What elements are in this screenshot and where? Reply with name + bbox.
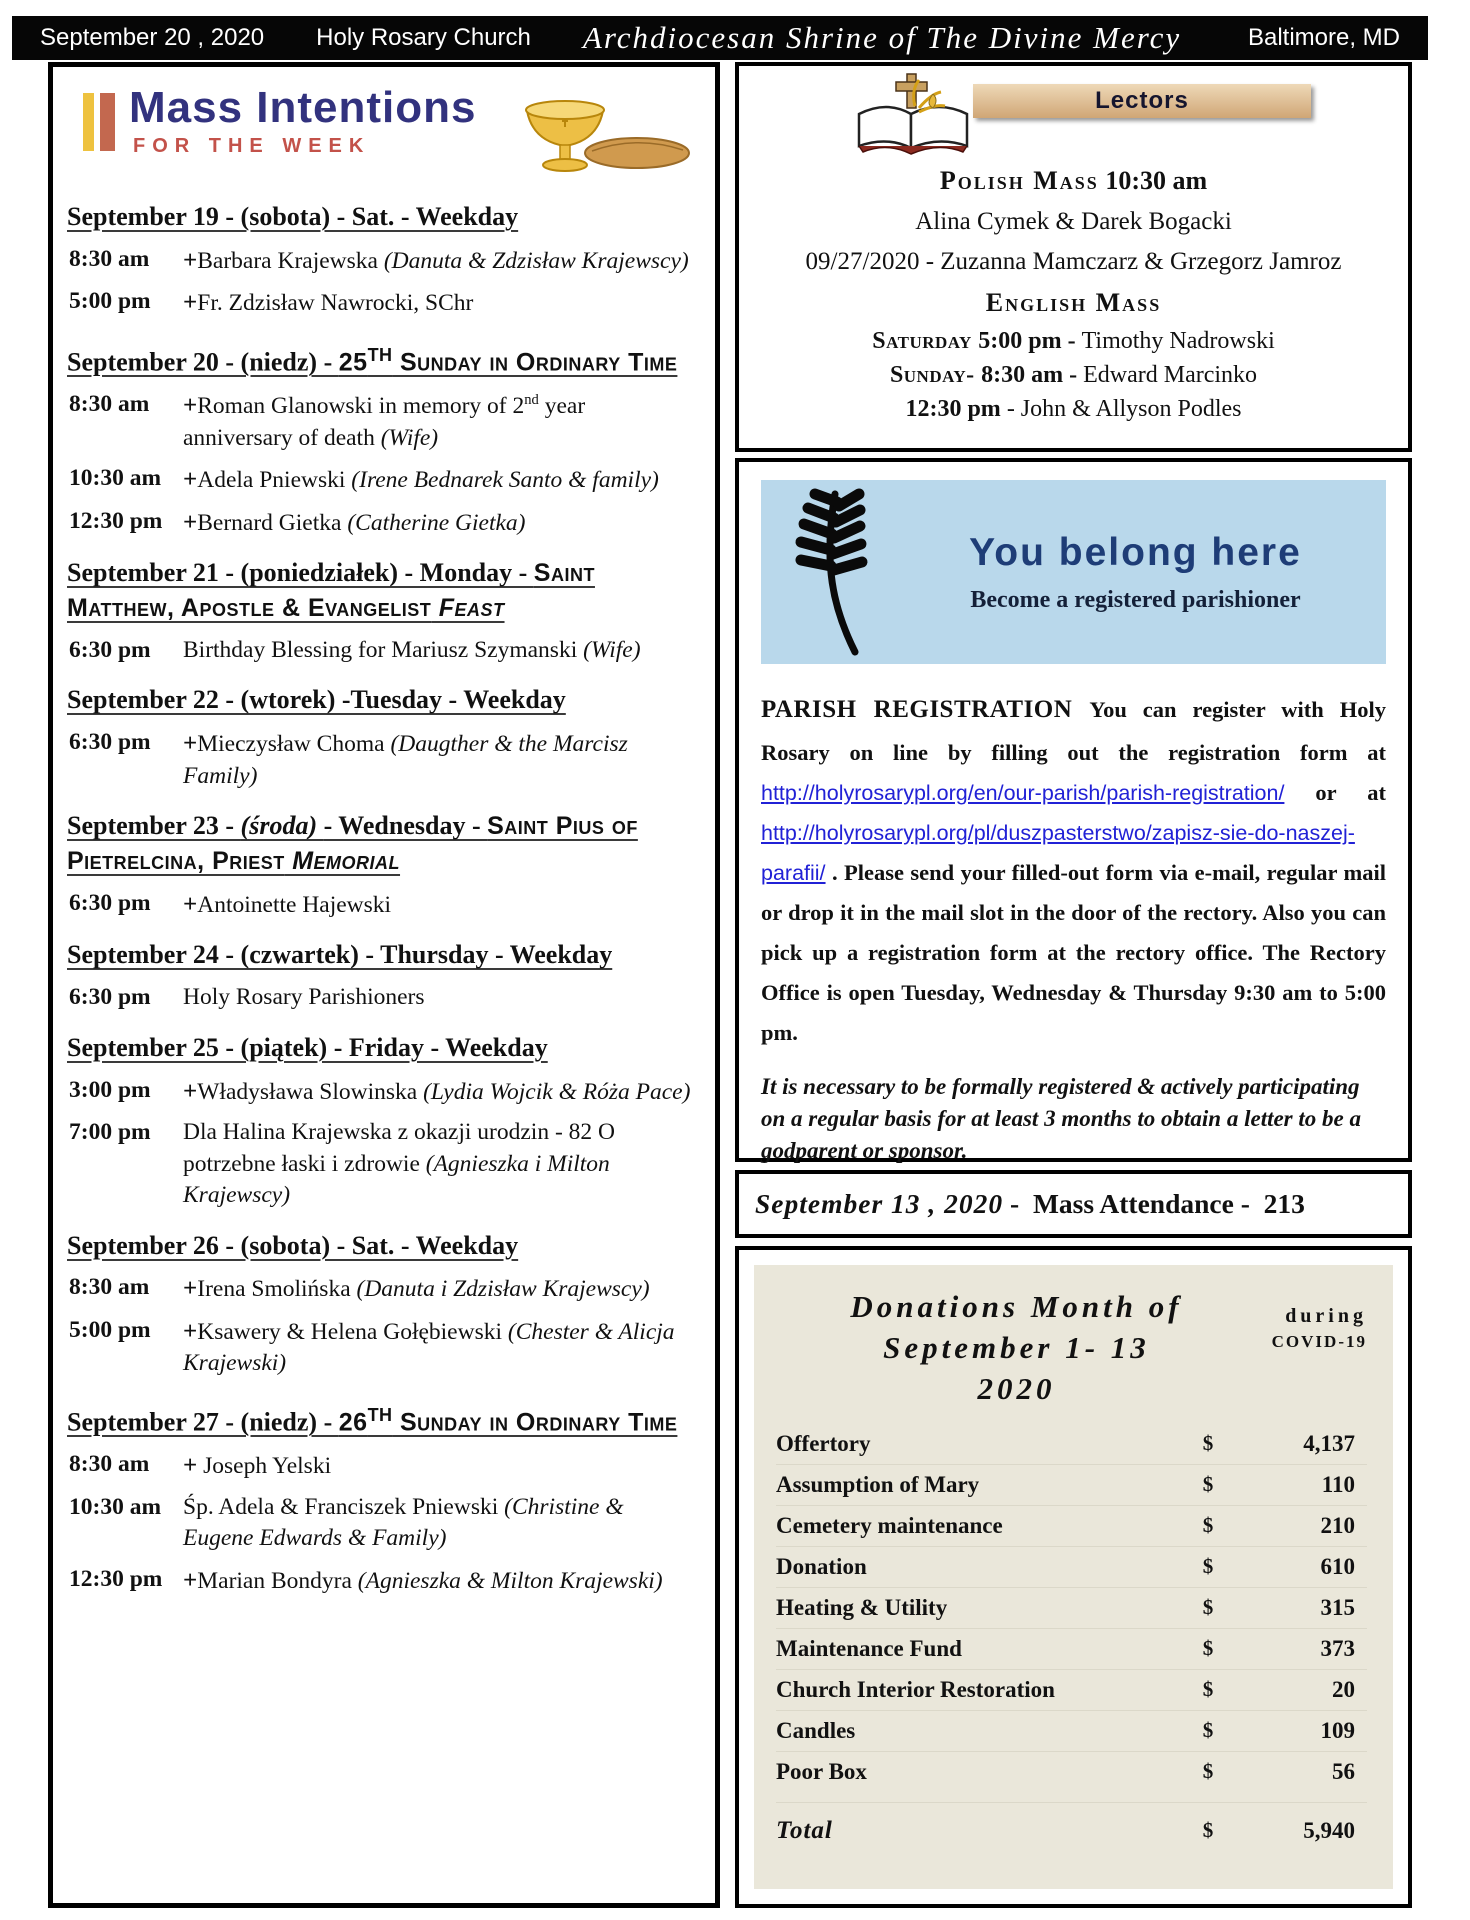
logo-red-bar: [100, 93, 115, 151]
text-segment: Saturday: [872, 328, 979, 354]
mass-intention-entry: [69, 982, 699, 1013]
day-section: [67, 1229, 699, 1380]
mass-intention-entry: [69, 1075, 699, 1109]
entry-time: 8:30 am: [69, 245, 150, 272]
entry-time: 8:30 am: [69, 1451, 150, 1478]
text-segment: Timothy Nadrowski: [1081, 328, 1275, 354]
entry-time: 6:30 pm: [69, 889, 151, 916]
covid-header-line1: during: [1285, 1305, 1367, 1327]
donation-amount: 373: [1320, 1635, 1355, 1661]
english-lectors-lines: [753, 328, 1394, 423]
text-segment: Feast: [431, 594, 505, 623]
text-segment: Saint Matthew, Apostle & Evangelist: [67, 559, 595, 623]
parish-registration-paragraph: [761, 688, 1386, 1053]
donations-title-line3: 2020: [977, 1370, 1056, 1406]
entry-intention: [183, 727, 699, 792]
entry-time: 10:30 am: [69, 1493, 162, 1520]
text-segment: September 24 - (czwartek) - Thursday - Weekday: [67, 940, 613, 970]
donation-row: [776, 1505, 1367, 1546]
donations-table: [754, 1265, 1393, 1889]
entry-intention: [183, 286, 699, 320]
text-segment: (Christine & Eugene Edwards & Family): [183, 1493, 624, 1552]
donation-label: Church Interior Restoration: [776, 1676, 1055, 1702]
entry-intention: [183, 888, 699, 922]
english-lector-line: [753, 362, 1394, 389]
text-segment: Roman Glanowski in memory of 2: [197, 393, 525, 420]
day-section: [67, 556, 699, 666]
text-segment: (Daugther & the Marcisz Family): [183, 731, 628, 789]
cross-marker: +: [183, 392, 198, 420]
mass-intentions-schedule: [67, 200, 699, 1597]
polish-mass-time: 10:30 am: [1105, 166, 1208, 195]
text-segment: September 20 - (niedz) -: [67, 347, 339, 377]
donation-label: Donation: [776, 1553, 867, 1579]
mass-intention-entry: [69, 286, 699, 320]
donation-row: [776, 1464, 1367, 1505]
donation-currency: $: [1202, 1472, 1214, 1497]
day-heading: [67, 337, 699, 380]
day-section: [67, 938, 699, 1013]
day-section: [67, 200, 699, 320]
text-segment: September 21 - (poniedziałek) - Monday -: [67, 558, 534, 588]
text-segment: Birthday Blessing for Mariusz Szymanski: [183, 636, 584, 663]
mass-intention-entry: [69, 1449, 699, 1483]
text-segment: - John & Allyson Podles: [1000, 396, 1242, 422]
english-lector-line: [753, 396, 1394, 423]
day-heading: [67, 809, 699, 879]
entry-time: 5:00 pm: [69, 288, 151, 315]
entry-time: 6:30 pm: [69, 729, 151, 756]
text-segment: Sunday in Ordinary Time: [392, 348, 678, 377]
text-segment: September 26 - (sobota) - Sat. - Weekday: [67, 1230, 519, 1260]
donation-currency: $: [1202, 1677, 1214, 1702]
registration-panel: [735, 458, 1412, 1162]
day-heading: [67, 683, 699, 718]
donations-title-line1: Donations Month of: [850, 1289, 1183, 1324]
entry-time: 5:00 pm: [69, 1316, 151, 1343]
day-heading: [67, 938, 699, 973]
text-segment: Fr. Zdzisław Nawrocki, SChr: [197, 290, 474, 317]
entry-time: 12:30 pm: [69, 1565, 163, 1592]
entry-intention: [183, 389, 699, 454]
text-segment: (Chester & Alicja Krajewski): [183, 1318, 675, 1377]
text-segment: September 27 - (niedz) -: [67, 1407, 339, 1437]
polish-mass-heading: [753, 166, 1394, 196]
donation-amount: 610: [1320, 1553, 1355, 1579]
text-segment: Śp. Adela & Franciszek Pniewski: [183, 1493, 505, 1520]
header-church-name: Holy Rosary Church: [316, 24, 531, 51]
attendance-date: September 13 , 2020: [755, 1188, 1004, 1219]
text-segment: Ksawery & Helena Gołębiewski: [197, 1318, 508, 1345]
text-segment: Bernard Gietka: [197, 509, 348, 536]
donation-label: Candles: [776, 1717, 856, 1743]
text-segment: or at: [1284, 779, 1386, 805]
text-segment: Dla Halina Krajewska z okazji urodzin - 82 O potrzebne łaski i zdrowie: [183, 1119, 615, 1177]
attendance-count-text: - Mass Attendance - 213: [1003, 1188, 1305, 1219]
text-segment: You can register with Holy Rosary on line by filling out the registration form at: [761, 697, 1386, 765]
text-segment: Joseph Yelski: [197, 1453, 332, 1480]
entry-time: 7:00 pm: [69, 1119, 151, 1146]
text-segment: (Danuta & Zdzisław Krajewscy): [383, 247, 689, 274]
mass-intention-entry: [69, 1272, 699, 1306]
entry-time: 8:30 am: [69, 1274, 150, 1301]
text-segment: 8:30 am -: [981, 362, 1084, 388]
text-segment: September 19 - (sobota) - Sat. - Weekday: [67, 202, 519, 231]
text-segment: Antoinette Hajewski: [197, 891, 392, 918]
text-segment: September 23 -: [67, 811, 241, 841]
english-mass-heading: [753, 288, 1394, 318]
donation-row: [776, 1710, 1367, 1751]
donation-row: [776, 1751, 1367, 1792]
text-segment: Adela Pniewski: [197, 467, 352, 494]
day-heading: [67, 1229, 699, 1264]
mass-intention-entry: [69, 727, 699, 792]
mass-intention-entry: [69, 888, 699, 922]
donation-currency: $: [1202, 1431, 1214, 1456]
donation-amount: 4,137: [1303, 1430, 1355, 1456]
donation-row: [776, 1628, 1367, 1669]
registration-note: It is necessary to be formally registered & actively participating on a regular basis for at least 3 months to obtain a letter to be a godparent or sponsor.: [761, 1073, 1361, 1164]
text-segment: (Danuta i Zdzisław Krajewscy): [356, 1276, 650, 1303]
mass-intentions-title: Mass Intentions: [129, 83, 477, 132]
donation-currency: $: [1202, 1718, 1214, 1743]
entry-intention: [183, 982, 699, 1013]
total-currency: $: [1202, 1818, 1214, 1843]
donations-total-row: [776, 1802, 1367, 1852]
fern-leaf-icon: [771, 488, 891, 656]
text-segment: (środa): [240, 811, 324, 841]
cross-marker: +: [183, 1566, 198, 1594]
text-segment: 25: [338, 348, 368, 377]
mass-intention-entry: [69, 1564, 699, 1598]
day-section: [67, 1397, 699, 1597]
entry-intention: [183, 1315, 699, 1380]
donation-amount: 315: [1320, 1594, 1355, 1620]
text-segment: Memorial: [284, 847, 401, 876]
mass-intention-entry: [69, 1315, 699, 1380]
donation-currency: $: [1202, 1513, 1214, 1538]
text-segment: Holy Rosary Parishioners: [183, 984, 425, 1011]
entry-intention: [183, 506, 699, 540]
header-bar: [12, 16, 1428, 60]
text-segment: 12:30 pm: [905, 396, 1001, 422]
text-segment: Władysława Slowinska: [197, 1078, 424, 1105]
english-lector-line: [753, 328, 1394, 355]
logo-gold-bar: [83, 93, 94, 151]
polish-lectors-line1: Alina Cymek & Darek Bogacki: [915, 208, 1232, 235]
day-section: [67, 809, 699, 921]
text-segment: th: [367, 1398, 393, 1427]
lectors-panel: [735, 62, 1412, 452]
attendance-panel: [735, 1170, 1412, 1238]
donation-amount: 210: [1320, 1512, 1355, 1538]
mass-intention-entry: [69, 506, 699, 540]
total-amount: 5,940: [1303, 1817, 1355, 1843]
cross-marker: +: [183, 466, 198, 494]
donations-panel: [735, 1246, 1412, 1908]
you-belong-here-banner: [761, 480, 1386, 664]
donation-label: Offertory: [776, 1430, 871, 1456]
covid-column-header: [1217, 1277, 1367, 1424]
text-segment: 5:00 pm -: [978, 328, 1082, 354]
text-segment: 26: [338, 1408, 368, 1437]
entry-intention: [183, 1075, 699, 1109]
cross-marker: +: [183, 1452, 198, 1480]
entry-intention: [183, 1564, 699, 1598]
cross-marker: +: [183, 1317, 198, 1345]
text-segment: Barbara Krajewska: [197, 247, 384, 274]
text-segment: year anniversary of death: [183, 393, 586, 451]
text-segment: (Wife): [380, 424, 439, 451]
cross-marker: +: [183, 289, 198, 317]
header-city: Baltimore, MD: [1247, 24, 1400, 51]
entry-intention: [183, 635, 699, 666]
day-heading: [67, 556, 699, 626]
mass-intentions-panel: [48, 62, 720, 1908]
day-heading: [67, 200, 699, 235]
day-section: [67, 1031, 699, 1212]
donation-row: [776, 1587, 1367, 1628]
donation-amount: 110: [1321, 1471, 1355, 1497]
text-segment: (Agnieszka & Milton Krajewski): [357, 1567, 663, 1594]
donation-label: Heating & Utility: [776, 1594, 948, 1620]
text-segment: Marian Bondyra: [197, 1567, 358, 1594]
text-segment: Irena Smolińska: [197, 1276, 357, 1303]
cross-marker: +: [183, 1275, 198, 1303]
mass-intention-entry: [69, 1492, 699, 1555]
text-segment: September 25 - (piątek) - Friday - Weekday: [67, 1032, 548, 1062]
entry-time: 6:30 pm: [69, 636, 151, 663]
text-segment: (Wife): [583, 636, 641, 663]
lectors-graphic: [753, 72, 1394, 160]
donations-title-line2: September 1- 13: [883, 1329, 1150, 1365]
donations-rows: [776, 1424, 1367, 1792]
donations-title: [776, 1277, 1217, 1424]
total-label: Total: [776, 1816, 833, 1844]
entry-time: 12:30 pm: [69, 507, 163, 534]
donation-currency: $: [1202, 1759, 1214, 1784]
donation-currency: $: [1202, 1636, 1214, 1661]
day-section: [67, 337, 699, 539]
donation-amount: 20: [1332, 1676, 1355, 1702]
you-belong-here-text: [895, 531, 1376, 614]
header-date: September 20 , 2020: [40, 24, 265, 51]
day-heading: [67, 1397, 699, 1440]
entry-time: 3:00 pm: [69, 1076, 151, 1103]
open-bible-icon: [849, 72, 979, 158]
entry-intention: [183, 1492, 699, 1555]
text-segment: September 22 - (wtorek) -Tuesday - Weekday: [67, 685, 566, 715]
text-segment: nd: [524, 392, 539, 409]
mass-intention-entry: [69, 635, 699, 666]
text-segment: PARISH REGISTRATION: [761, 696, 1090, 723]
text-segment: (Lydia Wojcik & Róża Pace): [423, 1078, 691, 1105]
donation-label: Poor Box: [776, 1758, 867, 1784]
cross-marker: +: [183, 246, 198, 274]
mass-intention-entry: [69, 1117, 699, 1211]
donation-row: [776, 1546, 1367, 1587]
mass-intentions-logo: [69, 79, 699, 183]
you-belong-here-title: You belong here: [969, 530, 1302, 574]
entry-intention: [183, 1117, 699, 1211]
donations-table-header: [776, 1277, 1367, 1424]
text-segment: Mieczysław Choma: [197, 731, 391, 758]
donation-label: Assumption of Mary: [776, 1471, 980, 1497]
registration-link[interactable]: http://holyrosarypl.org/pl/duszpasterstwo/zapisz-sie-do-naszej-parafii/: [761, 820, 1355, 885]
text-segment: (Irene Bednarek Santo & family): [351, 467, 659, 494]
donation-row: [776, 1669, 1367, 1710]
lectors-banner: Lectors: [973, 84, 1311, 118]
entry-intention: [183, 1272, 699, 1306]
registration-link[interactable]: http://holyrosarypl.org/en/our-parish/parish-registration/: [761, 780, 1285, 805]
donation-row: [776, 1424, 1367, 1464]
text-segment: Saint Pius of Pietrelcina, Priest: [67, 812, 638, 876]
text-segment: Sunday in Ordinary Time: [392, 1408, 678, 1437]
cross-marker: +: [183, 508, 198, 536]
entry-intention: [183, 1449, 699, 1483]
mass-intention-entry: [69, 463, 699, 497]
polish-mass-label: Polish Mass: [939, 166, 1099, 195]
mass-intention-entry: [69, 244, 699, 278]
covid-header-line2: COVID-19: [1271, 1332, 1367, 1351]
donation-amount: 109: [1320, 1717, 1355, 1743]
donation-label: Maintenance Fund: [776, 1635, 962, 1661]
entry-time: 8:30 am: [69, 391, 150, 418]
text-segment: - Wednesday -: [323, 811, 488, 841]
polish-lectors-line2: 09/27/2020 - Zuzanna Mamczarz & Grzegorz Jamroz: [805, 248, 1342, 275]
entry-intention: [183, 463, 699, 497]
text-segment: th: [367, 338, 393, 367]
english-mass-label: English Mass: [985, 288, 1162, 317]
entry-time: 6:30 pm: [69, 984, 151, 1011]
text-segment: (Catherine Gietka): [347, 509, 526, 536]
cross-marker: +: [183, 890, 198, 918]
text-segment: Edward Marcinko: [1083, 362, 1258, 388]
text-segment: . Please send your filled-out form via e-mail, regular mail or drop it in the mail slot in the door of the rectory. Also you can pick up a registration form at the rectory office. The Rectory Office is open Tuesday, Wednesday & Thursday 9:30 am to 5:00 pm.: [761, 859, 1386, 1045]
donation-currency: $: [1202, 1595, 1214, 1620]
donation-amount: 56: [1332, 1758, 1355, 1784]
entry-time: 10:30 am: [69, 465, 162, 492]
day-heading: [67, 1031, 699, 1066]
mass-intention-entry: [69, 389, 699, 454]
header-shrine-name: Archdiocesan Shrine of The Divine Mercy: [582, 20, 1182, 55]
entry-intention: [183, 244, 699, 278]
text-segment: Sunday-: [889, 362, 982, 388]
donation-label: Cemetery maintenance: [776, 1512, 1003, 1538]
cross-marker: +: [183, 730, 198, 758]
donation-currency: $: [1202, 1554, 1214, 1579]
mass-intentions-subtitle: FOR THE WEEK: [133, 135, 371, 157]
chalice-icon: [507, 95, 697, 173]
text-segment: (Agnieszka i Milton Krajewscy): [183, 1150, 610, 1209]
become-registered-subtitle: Become a registered parishioner: [970, 586, 1301, 613]
cross-marker: +: [183, 1077, 198, 1105]
day-section: [67, 683, 699, 792]
